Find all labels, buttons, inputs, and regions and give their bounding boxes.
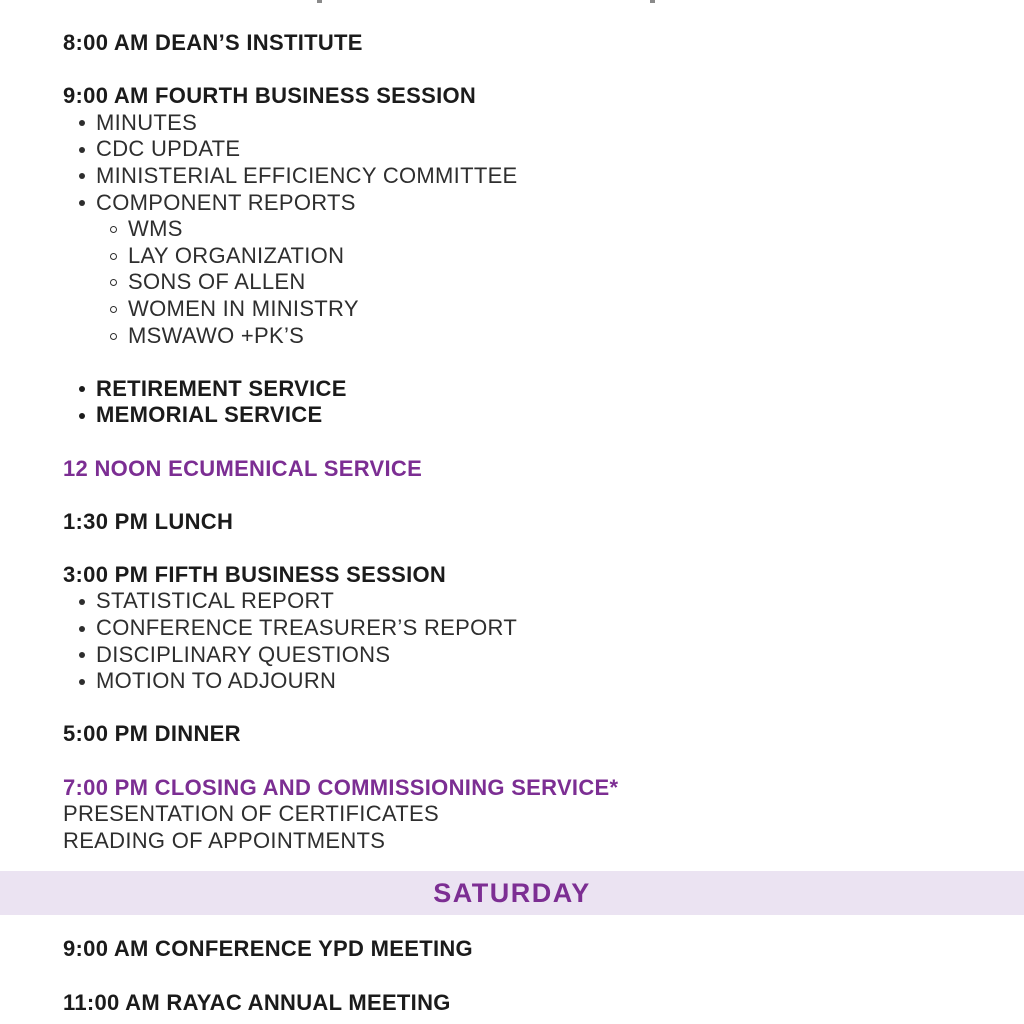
closing-service-detail: PRESENTATION OF CERTIFICATES xyxy=(63,801,439,827)
list-item: MINISTERIAL EFFICIENCY COMMITTEE xyxy=(63,163,984,190)
list-item: CONFERENCE TREASURER’S REPORT xyxy=(63,615,984,642)
saturday-band xyxy=(0,871,1024,915)
cropped-text-fragment xyxy=(650,0,655,3)
list-item-retirement-service: RETIREMENT SERVICE xyxy=(63,376,984,403)
list-item: DISCIPLINARY QUESTIONS xyxy=(63,642,984,669)
services-list xyxy=(63,376,984,429)
closing-service-detail: READING OF APPOINTMENTS xyxy=(63,827,386,853)
sub-list-item: WMS xyxy=(63,216,984,243)
list-item-memorial-service: MEMORIAL SERVICE xyxy=(63,402,984,429)
sub-list-item: MSWAWO +PK’S xyxy=(63,323,984,350)
component-reports-sublist xyxy=(63,216,984,349)
sub-list-item: WOMEN IN MINISTRY xyxy=(63,296,984,323)
list-item: STATISTICAL REPORT xyxy=(63,588,984,615)
event-ypd-meeting: 9:00 AM CONFERENCE YPD MEETING xyxy=(63,936,473,962)
event-rayac-meeting: 11:00 AM RAYAC ANNUAL MEETING xyxy=(63,989,451,1015)
section-fifth-business-session xyxy=(63,562,984,695)
list-item: MOTION TO ADJOURN xyxy=(63,668,984,695)
fifth-session-items xyxy=(63,588,984,694)
section-fourth-business-session xyxy=(63,83,984,429)
event-ecumenical-service: 12 NOON ECUMENICAL SERVICE xyxy=(63,455,423,481)
fourth-session-items xyxy=(63,110,984,216)
list-item: COMPONENT REPORTS xyxy=(63,190,984,217)
event-fifth-business-session: 3:00 PM FIFTH BUSINESS SESSION xyxy=(63,561,447,587)
event-lunch: 1:30 PM LUNCH xyxy=(63,508,234,534)
list-item: CDC UPDATE xyxy=(63,136,984,163)
event-deans-institute: 8:00 AM DEAN’S INSTITUTE xyxy=(63,30,363,55)
section-closing-service xyxy=(63,775,984,855)
sub-list-item: LAY ORGANIZATION xyxy=(63,243,984,270)
event-dinner: 5:00 PM DINNER xyxy=(63,721,241,747)
list-item: MINUTES xyxy=(63,110,984,137)
event-closing-service: 7:00 PM CLOSING AND COMMISSIONING SERVICE* xyxy=(63,774,619,800)
agenda-saturday-section xyxy=(0,915,1024,1016)
sub-list-item: SONS OF ALLEN xyxy=(63,269,984,296)
event-fourth-business-session: 9:00 AM FOURTH BUSINESS SESSION xyxy=(63,83,477,109)
cropped-text-fragment xyxy=(317,0,322,3)
saturday-heading: SATURDAY xyxy=(433,877,591,908)
